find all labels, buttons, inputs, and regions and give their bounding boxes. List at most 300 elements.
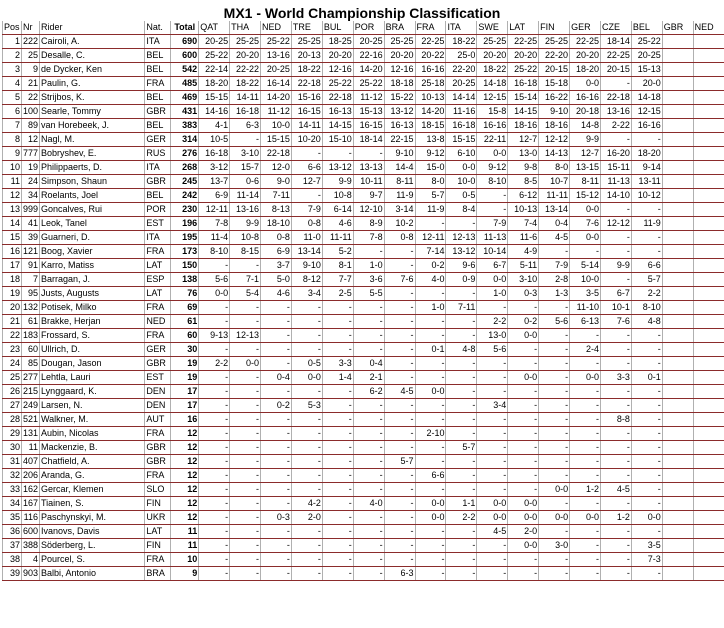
cell-gp-result: 14-15 — [508, 105, 539, 119]
cell-gp-result: - — [353, 455, 384, 469]
cell-nat: GER — [145, 133, 171, 147]
cell-rider: Tiainen, S. — [40, 497, 145, 511]
cell-gp-result: - — [600, 539, 631, 553]
cell-gp-result: - — [539, 343, 570, 357]
cell-total: 230 — [171, 203, 199, 217]
cell-gp-result — [693, 497, 724, 511]
cell-gp-result: - — [353, 441, 384, 455]
cell-gp-result: 8-10 — [199, 245, 230, 259]
cell-total: 276 — [171, 147, 199, 161]
cell-gp-result: 5-7 — [446, 441, 477, 455]
cell-gp-result: 13-11 — [631, 175, 662, 189]
cell-total: 268 — [171, 161, 199, 175]
cell-pos: 35 — [3, 511, 22, 525]
cell-gp-result: 4-5 — [600, 483, 631, 497]
table-row — [3, 147, 724, 161]
cell-gp-result: - — [353, 399, 384, 413]
cell-gp-result: - — [230, 427, 261, 441]
cell-nr: 183 — [21, 329, 39, 343]
cell-gp-result: - — [415, 455, 446, 469]
cell-gp-result: 7-11 — [446, 301, 477, 315]
cell-gp-result: 0-0 — [415, 497, 446, 511]
cell-gp-result: - — [477, 441, 508, 455]
cell-gp-result: 12-11 — [415, 231, 446, 245]
cell-gp-result: 5-4 — [230, 287, 261, 301]
cell-rider: Walkner, M. — [40, 413, 145, 427]
cell-pos: 13 — [3, 203, 22, 217]
cell-rider: Goncalves, Rui — [40, 203, 145, 217]
cell-total: 17 — [171, 399, 199, 413]
cell-gp-result: 8-0 — [539, 161, 570, 175]
cell-gp-result: - — [384, 553, 415, 567]
cell-gp-result: 6-14 — [322, 203, 353, 217]
cell-gp-result: - — [261, 413, 292, 427]
cell-total: 61 — [171, 315, 199, 329]
cell-gp-result: - — [230, 553, 261, 567]
cell-total: 30 — [171, 343, 199, 357]
cell-gp-result: - — [230, 497, 261, 511]
cell-nat: FRA — [145, 329, 171, 343]
cell-gp-result: 22-18 — [600, 91, 631, 105]
cell-total: 485 — [171, 77, 199, 91]
cell-gp-result: 11-9 — [631, 217, 662, 231]
cell-gp-result — [693, 77, 724, 91]
cell-gp-result: - — [384, 245, 415, 259]
cell-gp-result: 0-0 — [230, 357, 261, 371]
cell-pos: 18 — [3, 273, 22, 287]
cell-gp-result — [662, 455, 693, 469]
cell-total: 314 — [171, 133, 199, 147]
cell-gp-result: - — [631, 483, 662, 497]
cell-gp-result — [693, 539, 724, 553]
cell-gp-result: 11-9 — [384, 189, 415, 203]
cell-gp-result: - — [322, 399, 353, 413]
cell-gp-result: - — [230, 525, 261, 539]
cell-pos: 10 — [3, 161, 22, 175]
cell-pos: 17 — [3, 259, 22, 273]
cell-gp-result: - — [291, 413, 322, 427]
cell-gp-result: 9-10 — [291, 259, 322, 273]
cell-gp-result: 4-1 — [199, 119, 230, 133]
cell-gp-result: 7-11 — [261, 189, 292, 203]
cell-gp-result: - — [322, 455, 353, 469]
cell-gp-result: 20-20 — [570, 49, 601, 63]
cell-rider: Ullrich, D. — [40, 343, 145, 357]
cell-gp-result — [693, 567, 724, 581]
cell-gp-result: - — [261, 567, 292, 581]
cell-gp-result: 18-20 — [631, 147, 662, 161]
cell-gp-result: 14-20 — [261, 91, 292, 105]
cell-gp-result: - — [199, 315, 230, 329]
cell-gp-result: 22-11 — [477, 133, 508, 147]
cell-rider: Roelants, Joel — [40, 189, 145, 203]
cell-pos: 12 — [3, 189, 22, 203]
cell-gp-result: - — [446, 469, 477, 483]
cell-gp-result — [662, 567, 693, 581]
cell-gp-result: - — [570, 413, 601, 427]
header-gp: BRA — [384, 21, 415, 35]
cell-gp-result: 0-2 — [415, 259, 446, 273]
table-row — [3, 217, 724, 231]
table-row — [3, 119, 724, 133]
cell-nr: 24 — [21, 175, 39, 189]
cell-gp-result: 9-9 — [322, 175, 353, 189]
cell-nr: 407 — [21, 455, 39, 469]
cell-total: 469 — [171, 91, 199, 105]
cell-gp-result: 8-11 — [384, 175, 415, 189]
cell-gp-result: - — [600, 203, 631, 217]
cell-gp-result: - — [261, 301, 292, 315]
cell-pos: 39 — [3, 567, 22, 581]
cell-gp-result — [693, 413, 724, 427]
cell-gp-result: 20-25 — [353, 35, 384, 49]
cell-rider: Paschynskyi, M. — [40, 511, 145, 525]
cell-gp-result: 0-0 — [446, 161, 477, 175]
cell-gp-result: 18-22 — [446, 35, 477, 49]
cell-gp-result: 12-15 — [477, 91, 508, 105]
cell-pos: 19 — [3, 287, 22, 301]
cell-gp-result: - — [291, 455, 322, 469]
cell-gp-result: 3-4 — [477, 399, 508, 413]
cell-gp-result: - — [446, 399, 477, 413]
cell-gp-result: - — [322, 301, 353, 315]
cell-gp-result: - — [384, 315, 415, 329]
cell-gp-result: - — [322, 539, 353, 553]
cell-gp-result: 14-11 — [291, 119, 322, 133]
cell-gp-result: - — [600, 343, 631, 357]
cell-gp-result: - — [261, 357, 292, 371]
cell-nat: GER — [145, 343, 171, 357]
cell-gp-result: 6-9 — [199, 189, 230, 203]
cell-nat: LAT — [145, 525, 171, 539]
cell-gp-result: 22-20 — [539, 49, 570, 63]
cell-gp-result: 0-4 — [353, 357, 384, 371]
cell-gp-result: - — [322, 567, 353, 581]
cell-gp-result: 13-12 — [446, 245, 477, 259]
cell-gp-result: 18-14 — [353, 133, 384, 147]
cell-gp-result: 12-10 — [353, 203, 384, 217]
cell-gp-result: - — [261, 427, 292, 441]
cell-gp-result: 15-7 — [230, 161, 261, 175]
cell-pos: 31 — [3, 455, 22, 469]
cell-gp-result: 3-3 — [322, 357, 353, 371]
cell-gp-result: - — [415, 315, 446, 329]
cell-gp-result — [662, 413, 693, 427]
cell-gp-result — [693, 147, 724, 161]
table-row — [3, 259, 724, 273]
cell-gp-result: - — [291, 469, 322, 483]
header-gp: LAT — [508, 21, 539, 35]
cell-gp-result: - — [353, 343, 384, 357]
cell-nat: GBR — [145, 105, 171, 119]
cell-pos: 5 — [3, 91, 22, 105]
table-row — [3, 35, 724, 49]
header-gp: FIN — [539, 21, 570, 35]
cell-gp-result: 11-9 — [415, 203, 446, 217]
cell-gp-result: 13-14 — [291, 245, 322, 259]
table-row — [3, 245, 724, 259]
cell-gp-result: 6-6 — [415, 469, 446, 483]
cell-gp-result: 20-13 — [291, 49, 322, 63]
cell-gp-result — [693, 441, 724, 455]
cell-gp-result: 3-7 — [261, 259, 292, 273]
cell-gp-result: 5-14 — [570, 259, 601, 273]
cell-gp-result: - — [261, 441, 292, 455]
cell-nat: GBR — [145, 455, 171, 469]
cell-gp-result: - — [600, 567, 631, 581]
cell-gp-result: 25-25 — [384, 35, 415, 49]
cell-nr: 95 — [21, 287, 39, 301]
cell-gp-result: 13-16 — [261, 49, 292, 63]
table-row — [3, 329, 724, 343]
cell-gp-result: 1-0 — [415, 301, 446, 315]
cell-nr: 21 — [21, 77, 39, 91]
cell-gp-result — [662, 427, 693, 441]
cell-pos: 2 — [3, 49, 22, 63]
cell-gp-result — [693, 105, 724, 119]
table-row — [3, 301, 724, 315]
cell-gp-result — [662, 343, 693, 357]
cell-total: 11 — [171, 525, 199, 539]
cell-gp-result: - — [446, 413, 477, 427]
cell-gp-result: 22-18 — [261, 147, 292, 161]
cell-gp-result: 22-25 — [508, 35, 539, 49]
cell-gp-result: 3-5 — [631, 539, 662, 553]
cell-gp-result: 22-18 — [322, 91, 353, 105]
header-gp: POR — [353, 21, 384, 35]
cell-gp-result: - — [600, 455, 631, 469]
cell-pos: 15 — [3, 231, 22, 245]
cell-nr: 39 — [21, 231, 39, 245]
table-row — [3, 357, 724, 371]
cell-gp-result: - — [384, 259, 415, 273]
cell-nr: 85 — [21, 357, 39, 371]
cell-gp-result: - — [384, 427, 415, 441]
cell-gp-result: 13-0 — [508, 147, 539, 161]
cell-nr: 60 — [21, 343, 39, 357]
cell-nr: 4 — [21, 553, 39, 567]
cell-gp-result: - — [415, 539, 446, 553]
cell-gp-result: 8-10 — [477, 175, 508, 189]
cell-gp-result: - — [230, 315, 261, 329]
cell-pos: 7 — [3, 119, 22, 133]
cell-gp-result — [693, 399, 724, 413]
cell-gp-result: - — [322, 469, 353, 483]
cell-rider: Dougan, Jason — [40, 357, 145, 371]
cell-rider: Guarneri, D. — [40, 231, 145, 245]
cell-gp-result: - — [199, 539, 230, 553]
cell-gp-result: 25-0 — [446, 49, 477, 63]
cell-gp-result: 16-16 — [415, 63, 446, 77]
cell-nr: 22 — [21, 91, 39, 105]
cell-gp-result: 4-8 — [631, 315, 662, 329]
cell-gp-result: - — [199, 497, 230, 511]
cell-gp-result: 9-12 — [477, 161, 508, 175]
cell-nr: 121 — [21, 245, 39, 259]
cell-gp-result: 2-1 — [353, 371, 384, 385]
cell-gp-result: 1-2 — [600, 511, 631, 525]
cell-gp-result: - — [570, 427, 601, 441]
cell-gp-result: - — [291, 189, 322, 203]
cell-gp-result: - — [508, 399, 539, 413]
cell-gp-result: - — [508, 385, 539, 399]
cell-gp-result — [662, 399, 693, 413]
cell-gp-result: - — [477, 483, 508, 497]
cell-nat: FRA — [145, 77, 171, 91]
cell-gp-result: 0-0 — [570, 77, 601, 91]
cell-gp-result: 20-15 — [539, 63, 570, 77]
cell-gp-result: 7-8 — [199, 217, 230, 231]
cell-gp-result: - — [353, 413, 384, 427]
cell-nat: NED — [145, 315, 171, 329]
cell-gp-result: - — [353, 511, 384, 525]
cell-nr: 388 — [21, 539, 39, 553]
cell-rider: van Horebeek, J. — [40, 119, 145, 133]
cell-gp-result: 22-16 — [353, 49, 384, 63]
cell-gp-result: - — [322, 553, 353, 567]
cell-total: 60 — [171, 329, 199, 343]
cell-gp-result: - — [384, 441, 415, 455]
cell-gp-result: 10-1 — [600, 301, 631, 315]
cell-gp-result: 10-13 — [508, 203, 539, 217]
cell-gp-result: 9-9 — [570, 133, 601, 147]
cell-gp-result: 3-14 — [384, 203, 415, 217]
cell-gp-result: 8-12 — [291, 273, 322, 287]
cell-rider: de Dycker, Ken — [40, 63, 145, 77]
cell-gp-result: 0-0 — [477, 147, 508, 161]
cell-gp-result: 20-15 — [600, 63, 631, 77]
cell-gp-result: - — [631, 385, 662, 399]
cell-gp-result — [693, 343, 724, 357]
cell-gp-result — [693, 119, 724, 133]
cell-gp-result: 1-2 — [570, 483, 601, 497]
cell-gp-result: 5-6 — [199, 273, 230, 287]
cell-gp-result: - — [261, 525, 292, 539]
cell-pos: 37 — [3, 539, 22, 553]
cell-gp-result: - — [508, 427, 539, 441]
cell-gp-result: 0-2 — [261, 399, 292, 413]
cell-gp-result: 7-14 — [415, 245, 446, 259]
cell-gp-result: 8-11 — [570, 175, 601, 189]
cell-rider: Barragan, J. — [40, 273, 145, 287]
cell-gp-result: - — [415, 371, 446, 385]
cell-gp-result: 8-15 — [230, 245, 261, 259]
cell-gp-result: - — [600, 133, 631, 147]
cell-gp-result: - — [199, 483, 230, 497]
cell-gp-result: - — [570, 567, 601, 581]
cell-rider: Desalle, C. — [40, 49, 145, 63]
header-gp: FRA — [415, 21, 446, 35]
cell-total: 11 — [171, 539, 199, 553]
cell-gp-result: - — [477, 385, 508, 399]
cell-gp-result: 6-10 — [446, 147, 477, 161]
cell-gp-result: - — [291, 301, 322, 315]
cell-gp-result: - — [631, 567, 662, 581]
cell-nr: 600 — [21, 525, 39, 539]
cell-gp-result: 11-10 — [570, 301, 601, 315]
cell-gp-result: 16-16 — [570, 91, 601, 105]
cell-gp-result: - — [570, 399, 601, 413]
cell-gp-result: - — [539, 427, 570, 441]
cell-nr: 162 — [21, 483, 39, 497]
cell-gp-result: 6-6 — [631, 259, 662, 273]
cell-nat: GBR — [145, 357, 171, 371]
cell-gp-result: 11-11 — [539, 189, 570, 203]
cell-gp-result: 18-15 — [415, 119, 446, 133]
cell-gp-result — [693, 469, 724, 483]
cell-gp-result: 0-0 — [539, 483, 570, 497]
cell-gp-result: 0-2 — [508, 315, 539, 329]
cell-gp-result: - — [539, 455, 570, 469]
cell-gp-result: - — [199, 553, 230, 567]
cell-nat: DEN — [145, 385, 171, 399]
cell-gp-result: 11-11 — [322, 231, 353, 245]
header-pos: Pos — [3, 21, 22, 35]
cell-gp-result: - — [631, 357, 662, 371]
cell-gp-result: 25-22 — [353, 77, 384, 91]
cell-gp-result: - — [415, 553, 446, 567]
cell-gp-result: 2-2 — [631, 287, 662, 301]
cell-pos: 21 — [3, 315, 22, 329]
cell-gp-result: - — [600, 427, 631, 441]
cell-gp-result: - — [353, 315, 384, 329]
cell-gp-result: - — [322, 497, 353, 511]
cell-total: 383 — [171, 119, 199, 133]
cell-total: 242 — [171, 189, 199, 203]
cell-gp-result: 8-0 — [415, 175, 446, 189]
cell-gp-result: 8-13 — [261, 203, 292, 217]
cell-nat: AUT — [145, 413, 171, 427]
cell-gp-result: 2-5 — [322, 287, 353, 301]
cell-gp-result: - — [353, 483, 384, 497]
cell-gp-result: - — [230, 567, 261, 581]
cell-rider: Aranda, G. — [40, 469, 145, 483]
cell-gp-result: - — [199, 525, 230, 539]
cell-gp-result — [662, 259, 693, 273]
cell-gp-result: - — [415, 357, 446, 371]
cell-nat: BRA — [145, 567, 171, 581]
header-row — [3, 21, 724, 35]
cell-gp-result: 14-8 — [570, 119, 601, 133]
cell-gp-result — [693, 175, 724, 189]
cell-gp-result — [693, 427, 724, 441]
cell-gp-result: 18-22 — [291, 63, 322, 77]
header-gp: ITA — [446, 21, 477, 35]
cell-nr: 277 — [21, 371, 39, 385]
cell-gp-result: 15-18 — [539, 77, 570, 91]
cell-gp-result: 0-0 — [508, 497, 539, 511]
cell-gp-result — [662, 357, 693, 371]
cell-gp-result: - — [322, 511, 353, 525]
cell-gp-result: 16-13 — [384, 119, 415, 133]
cell-gp-result: - — [570, 357, 601, 371]
cell-nat: BEL — [145, 91, 171, 105]
cell-total: 12 — [171, 511, 199, 525]
cell-gp-result: - — [291, 315, 322, 329]
table-row — [3, 469, 724, 483]
cell-gp-result: - — [508, 483, 539, 497]
cell-gp-result: - — [230, 539, 261, 553]
header-rider: Rider — [40, 21, 145, 35]
cell-gp-result: 7-3 — [631, 553, 662, 567]
cell-gp-result — [662, 189, 693, 203]
cell-nat: RUS — [145, 147, 171, 161]
cell-rider: Aubin, Nicolas — [40, 427, 145, 441]
cell-gp-result: 14-4 — [384, 161, 415, 175]
cell-gp-result: 4-5 — [384, 385, 415, 399]
cell-gp-result: - — [199, 413, 230, 427]
cell-gp-result: - — [384, 371, 415, 385]
